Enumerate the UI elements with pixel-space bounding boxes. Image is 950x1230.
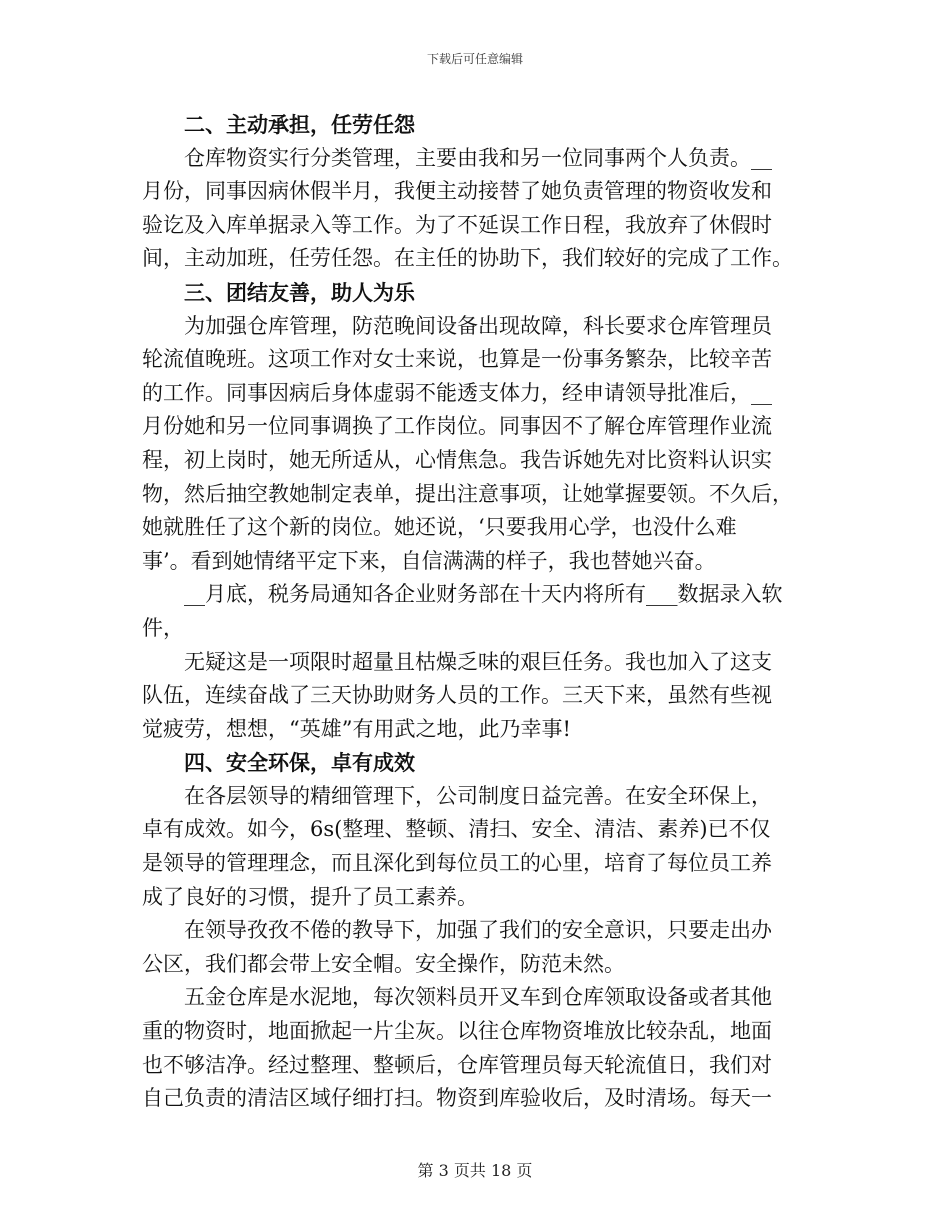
- paragraph-line: 在领导孜孜不倦的教导下，加强了我们的安全意识，只要走出办: [184, 918, 772, 943]
- paragraph-line: 也不够洁净。经过整理、整顿后，仓库管理员每天轮流值日，我们对: [142, 1052, 772, 1077]
- paragraph-line: 无疑这是一项限时超量且枯燥乏味的艰巨任务。我也加入了这支: [184, 649, 772, 674]
- paragraph-line: 是领导的管理理念，而且深化到每位员工的心里，培育了每位员工养: [142, 851, 772, 876]
- paragraph-line: __月底，税务局通知各企业财务部在十天内将所有___数据录入软: [184, 582, 783, 607]
- paragraph-line: 月份，同事因病休假半月，我便主动接替了她负责管理的物资收发和: [142, 179, 772, 204]
- paragraph-line: 队伍，连续奋战了三天协助财务人员的工作。三天下来，虽然有些视: [142, 683, 772, 708]
- paragraph-line: 验讫及入库单据录入等工作。为了不延误工作日程，我放弃了休假时: [142, 212, 772, 237]
- paragraph-line: 程，初上岗时，她无所适从，心情焦急。我告诉她先对比资料认识实: [142, 447, 772, 472]
- paragraph-line: 她就胜任了这个新的岗位。她还说，‘只要我用心学，也没什么难: [142, 515, 737, 540]
- section-heading: 四、安全环保，卓有成效: [184, 750, 415, 776]
- section-heading: 二、主动承担，任劳任怨: [184, 112, 415, 137]
- paragraph-line: 件，: [142, 615, 184, 640]
- section-heading: 三、团结友善，助人为乐: [184, 279, 415, 305]
- paragraph-line: 事’。看到她情绪平定下来，自信满满的样子，我也替她兴奋。: [142, 548, 716, 573]
- paragraph-line: 的工作。同事因病后身体虚弱不能透支体力，经申请领导批准后，__: [142, 380, 772, 405]
- paragraph-line: 仓库物资实行分类管理，主要由我和另一位同事两个人负责。__: [184, 145, 772, 170]
- paragraph-line: 在各层领导的精细管理下，公司制度日益完善。在安全环保上，: [184, 783, 772, 808]
- paragraph-line: 觉疲劳，想想，“英雄”有用武之地，此乃幸事!: [142, 716, 571, 741]
- page-footer: 第 3 页共 18 页: [417, 1161, 533, 1180]
- paragraph-line: 重的物资时，地面掀起一片尘灰。以往仓库物资堆放比较杂乱，地面: [142, 1019, 772, 1044]
- paragraph-line: 公区，我们都会带上安全帽。安全操作，防范未然。: [142, 951, 625, 976]
- paragraph-line: 轮流值晚班。这项工作对女士来说，也算是一份事务繁杂，比较辛苦: [142, 347, 772, 372]
- paragraph-line: 为加强仓库管理，防范晚间设备出现故障，科长要求仓库管理员: [184, 313, 772, 338]
- page-header: 下载后可任意编辑: [426, 52, 523, 66]
- paragraph-line: 月份她和另一位同事调换了工作岗位。同事因不了解仓库管理作业流: [142, 414, 772, 439]
- paragraph-line: 五金仓库是水泥地，每次领料员开叉车到仓库领取设备或者其他: [184, 985, 772, 1010]
- paragraph-line: 卓有成效。如今，6s(整理、整顿、清扫、安全、清洁、素养)已不仅: [142, 817, 771, 842]
- paragraph-line: 物，然后抽空教她制定表单，提出注意事项，让她掌握要领。不久后，: [142, 481, 793, 506]
- paragraph-line: 间，主动加班，任劳任怨。在主任的协助下，我们较好的完成了工作。: [142, 246, 793, 271]
- paragraph-line: 自己负责的清洁区域仔细打扫。物资到库验收后，及时清场。每天一: [142, 1086, 772, 1111]
- document-body: [142, 108, 808, 1116]
- paragraph-line: 成了良好的习惯，提升了员工素养。: [142, 884, 478, 909]
